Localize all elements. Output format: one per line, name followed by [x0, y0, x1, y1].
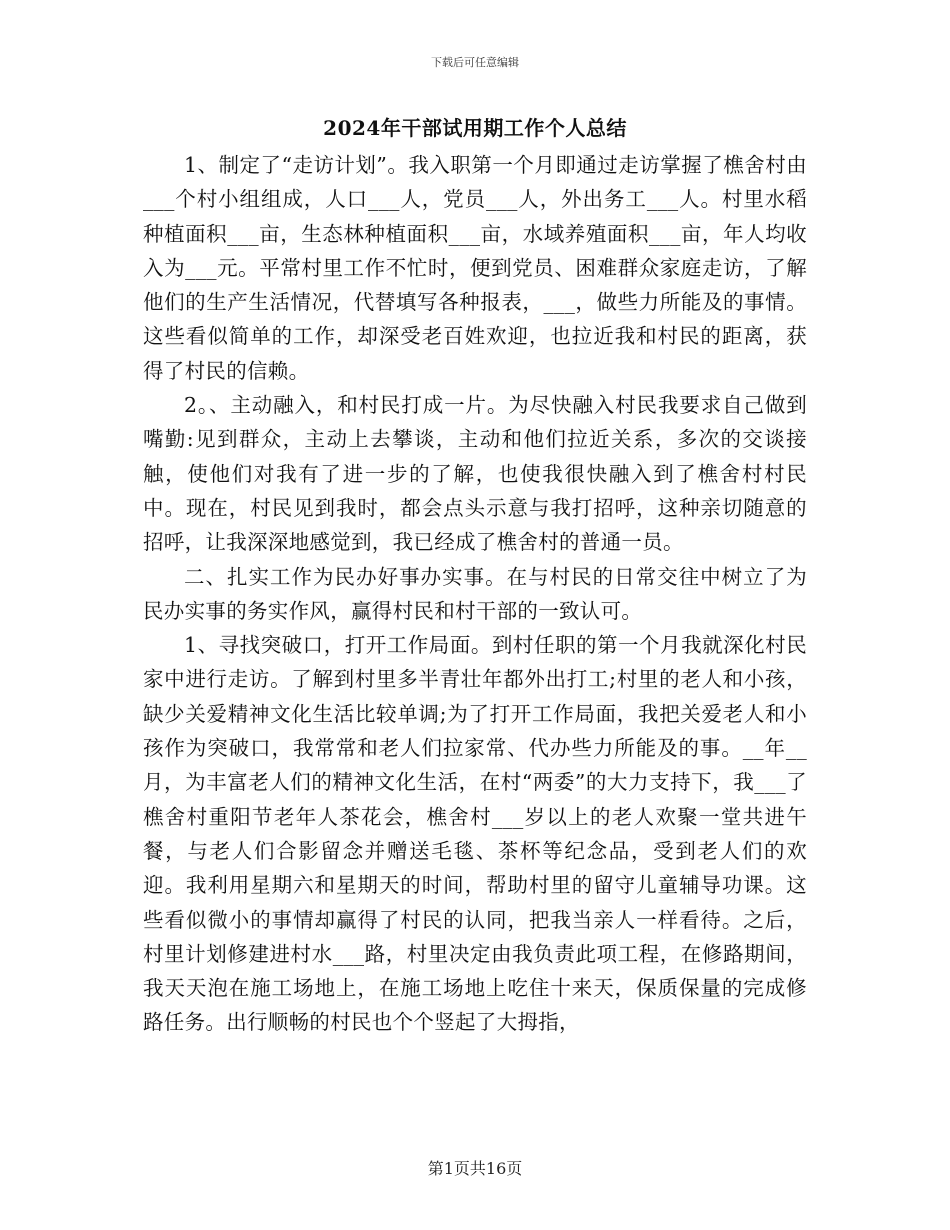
paragraph-breakthrough: 1、寻找突破口，打开工作局面。到村任职的第一个月我就深化村民家中进行走访。了解到村里多半青壮年都外出打工;村里的老人和小孩，缺少关爱精神文化生活比较单调;为了打开工作局面，我把关爱老人和小孩作为突破口，我常常和老人们拉家常、代办些力所能及的事。__年__月，为丰富老人们的精神文化生活，在村“两委”的大力支持下，我___了樵舍村重阳节老年人茶花会，樵舍村___岁以上的老人欢聚一堂共进午餐，与老人们合影留念并赠送毛毯、茶杯等纪念品，受到老人们的欢迎。我利用星期六和星期天的时间，帮助村里的留守儿童辅导功课。这些看似微小的事情却赢得了村民的认同，把我当亲人一样看待。之后，村里计划修建进村水___路，村里决定由我负责此项工程，在修路期间，我天天泡在施工场地上，在施工场地上吃住十来天，保质保量的完成修路任务。出行顺畅的村民也个个竖起了大拇指，: [143, 633, 807, 1035]
document-title: 2024年干部试用期工作个人总结: [323, 116, 627, 140]
document-body: [143, 148, 807, 1040]
paragraph-practical-work-heading: 二、扎实工作为民办好事办实事。在与村民的日常交往中树立了为民办实事的务实作风，赢得村民和村干部的一致认可。: [143, 564, 807, 623]
paragraph-visit-plan: 1、制定了“走访计划”。我入职第一个月即通过走访掌握了樵舍村由___个村小组组成，人口___人，党员___人，外出务工___人。村里水稻种植面积___亩，生态林种植面积___亩，水域养殖面积___亩，年人均收入为___元。平常村里工作不忙时，便到党员、困难群众家庭走访，了解他们的生产生活情况，代替填写各种报表，___，做些力所能及的事情。这些看似简单的工作，却深受老百姓欢迎，也拉近我和村民的距离，获得了村民的信赖。: [143, 153, 807, 383]
download-editable-note: 下载后可任意编辑: [431, 56, 519, 69]
paragraph-integrate-villagers: 2。、主动融入，和村民打成一片。为尽快融入村民我要求自己做到嘴勤:见到群众，主动上去攀谈，主动和他们拉近关系，多次的交谈接触，使他们对我有了进一步的了解，也使我很快融入到了樵舍村村民中。现在，村民见到我时，都会点头示意与我打招呼，这种亲切随意的招呼，让我深深地感觉到，我已经成了樵舍村的普通一员。: [143, 393, 807, 555]
page-number: 第1页共16页: [427, 1159, 523, 1178]
